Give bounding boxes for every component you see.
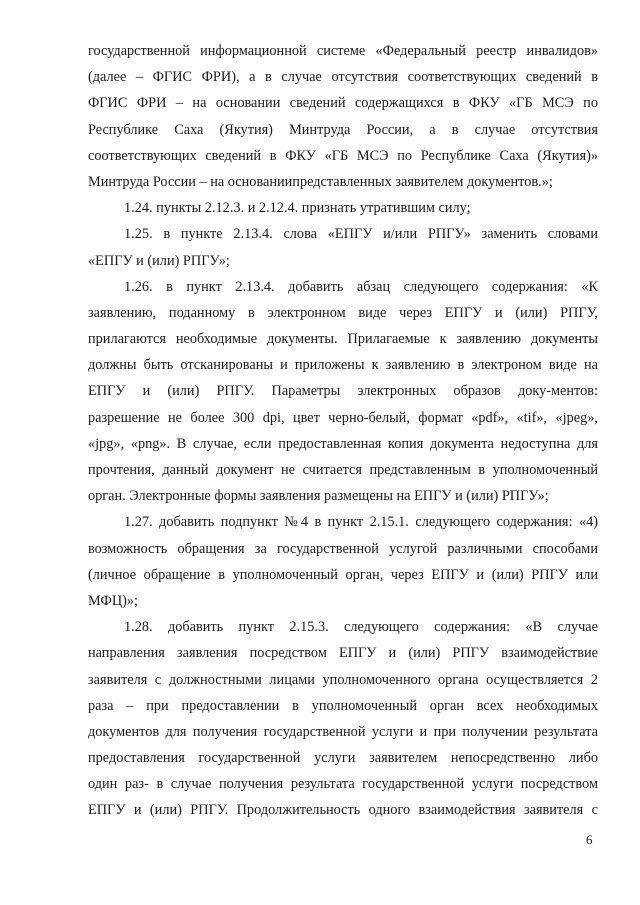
text-line: Республике Саха (Якутия) Минтруда России, а в случае отсутствия: [88, 121, 598, 138]
text-line: 1.24. пункты 2.12.3. и 2.12.4. признать утратившим силу;: [124, 200, 471, 217]
text-line: 1.28. добавить пункт 2.15.3. следующего содержания: «В случае: [124, 619, 598, 636]
text-line: один раз- в случае получения результата государственной услуги посредством: [88, 776, 598, 793]
document-body: [88, 38, 598, 824]
text-line: должны быть отсканированы и приложены к заявлению в электроном виде на: [88, 357, 598, 374]
text-line: «jpg», «png». В случае, если предоставленная копия документа недоступна для: [88, 435, 598, 452]
text-line: 1.26. в пункт 2.13.4. добавить абзац следующего содержания: «К: [124, 278, 598, 295]
text-line: прочтения, данный документ не считается представленным в уполномоченный: [88, 462, 598, 478]
text-line: предоставления государственной услуги заявителем непосредственно либо: [88, 750, 598, 767]
text-line: раза – при предоставлении в уполномоченный орган всех необходимых: [88, 697, 598, 714]
text-line: орган. Электронные формы заявления размещены на ЕПГУ и (или) РПГУ»;: [88, 488, 549, 505]
text-line: ФГИС ФРИ – на основании сведений содержащихся в ФКУ «ГБ МСЭ по: [88, 95, 598, 112]
text-line: 1.25. в пункте 2.13.4. слова «ЕПГУ и/или РПГУ» заменить словами: [124, 226, 598, 243]
text-line: «ЕПГУ и (или) РПГУ»;: [88, 252, 230, 269]
text-line: (личное обращение в уполномоченный орган, через ЕПГУ и (или) РПГУ или: [88, 566, 598, 583]
page-number: 6: [586, 832, 593, 847]
text-line: Минтруда России – на основаниипредставленных заявителем документов.»;: [88, 173, 553, 190]
text-line: документов для получения государственной услуги и при получении результата: [88, 723, 598, 740]
text-line: направления заявления посредством ЕПГУ и (или) РПГУ взаимодействие: [88, 645, 598, 662]
text-line: государственной информационной системе «Федеральный реестр инвалидов»: [88, 43, 598, 59]
text-line: 1.27. добавить подпункт №4 в пункт 2.15.1. следующего содержания: «4): [124, 514, 598, 531]
text-line: прилагаются необходимые документы. Прилагаемые к заявлению документы: [88, 331, 598, 348]
text-line: заявлению, поданному в электронном виде через ЕПГУ и (или) РПГУ,: [88, 304, 598, 321]
text-line: ЕПГУ и (или) РПГУ. Параметры электронных образов доку-ментов:: [88, 383, 598, 400]
text-line: соответствующих сведений в ФКУ «ГБ МСЭ по Республике Саха (Якутия)»: [88, 147, 598, 164]
text-line: возможность обращения за государственной услугой различными способами: [88, 540, 598, 557]
text-line: МФЦ)»;: [88, 592, 139, 609]
text-line: (далее – ФГИС ФРИ), а в случае отсутствия соответствующих сведений в: [88, 69, 598, 86]
text-line: разрешение не более 300 dpi, цвет черно-белый, формат «pdf», «tif», «jpeg»,: [88, 409, 598, 426]
text-line: заявителя с должностными лицами уполномоченного органа осуществляется 2: [88, 671, 598, 688]
text-line: ЕПГУ и (или) РПГУ. Продолжительность одного взаимодействия заявителя с: [88, 802, 598, 819]
